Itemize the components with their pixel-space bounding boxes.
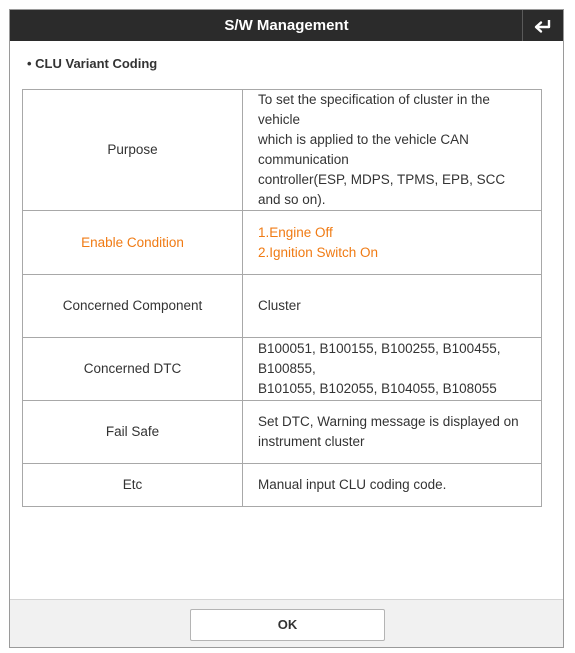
- row-value: [243, 338, 542, 401]
- row-value-line: Cluster: [258, 298, 301, 313]
- ok-button[interactable]: OK: [190, 609, 385, 641]
- row-value-line: controller(ESP, MDPS, TPMS, EPB, SCC and so on).: [258, 172, 506, 207]
- info-table: [22, 89, 542, 507]
- row-value: [243, 401, 542, 464]
- row-label: Etc: [23, 464, 243, 507]
- row-label: Enable Condition: [23, 211, 243, 275]
- row-value-line: instrument cluster: [258, 434, 365, 449]
- return-arrow-icon: [533, 18, 553, 34]
- table-row: [23, 90, 542, 211]
- row-label: Purpose: [23, 90, 243, 211]
- row-value-line: 2.Ignition Switch On: [258, 244, 379, 260]
- dialog-footer: [10, 599, 563, 647]
- row-value-line: B101055, B102055, B104055, B108055: [258, 381, 497, 396]
- row-value-line: B100051, B100155, B100255, B100455, B100855,: [258, 341, 501, 376]
- title-bar: [10, 10, 563, 41]
- row-value: [243, 211, 542, 275]
- row-label: Concerned DTC: [23, 338, 243, 401]
- sw-management-dialog: [9, 9, 564, 648]
- table-row: [23, 338, 542, 401]
- row-value-line: Manual input CLU coding code.: [258, 477, 447, 492]
- row-label: Fail Safe: [23, 401, 243, 464]
- table-row: [23, 275, 542, 338]
- row-value-line: 1.Engine Off: [258, 224, 333, 240]
- back-button[interactable]: [522, 10, 563, 41]
- table-row: [23, 464, 542, 507]
- row-value: [243, 90, 542, 211]
- section-title: • CLU Variant Coding: [27, 56, 158, 71]
- row-label: Concerned Component: [23, 275, 243, 338]
- row-value-line: To set the specification of cluster in the vehicle: [258, 92, 490, 127]
- row-value: [243, 464, 542, 507]
- row-value-line: which is applied to the vehicle CAN communication: [258, 132, 469, 167]
- dialog-title: S/W Management: [224, 17, 349, 34]
- row-value-line: Set DTC, Warning message is displayed on: [258, 414, 519, 429]
- row-value: [243, 275, 542, 338]
- table-row: [23, 211, 542, 275]
- table-row: [23, 401, 542, 464]
